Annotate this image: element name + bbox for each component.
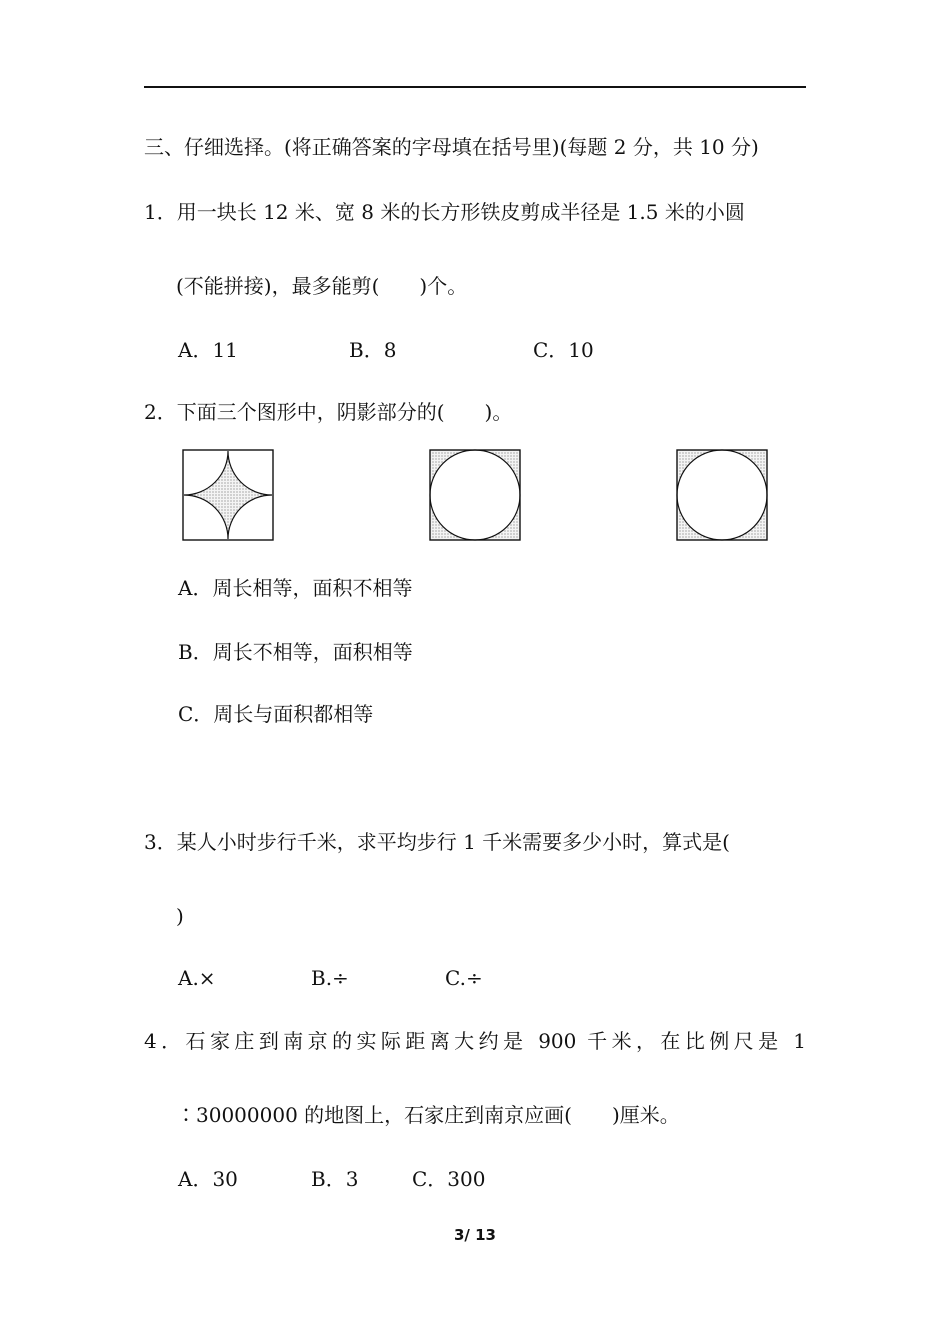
question-4-option-c: C．300 <box>412 1167 486 1191</box>
question-4-option-a: A．30 <box>178 1167 238 1191</box>
page-number: 3/ 13 <box>453 1226 496 1244</box>
question-4-option-b: B．3 <box>311 1167 359 1191</box>
figure-two-semicircles <box>429 449 521 541</box>
question-2-option-c: C．周长与面积都相等 <box>178 702 374 726</box>
question-2-option-a: A．周长相等，面积不相等 <box>178 576 413 600</box>
question-2-option-b: B．周长不相等，面积相等 <box>178 640 413 664</box>
figure-four-quarter-arcs <box>182 449 274 541</box>
question-1-line-1: 1．用一块长 12 米、宽 8 米的长方形铁皮剪成半径是 1.5 米的小圆 <box>144 200 745 224</box>
question-4-line-2: ∶30000000 的地图上，石家庄到南京应画( )厘米。 <box>176 1103 680 1127</box>
question-1-option-b: B．8 <box>349 338 397 362</box>
question-1-option-c: C．10 <box>533 338 594 362</box>
question-3-option-b: B.÷ <box>311 966 349 990</box>
question-1-option-a: A．11 <box>178 338 238 362</box>
question-3-line-2: ) <box>176 904 184 928</box>
question-3-line-1: 3．某人小时步行千米，求平均步行 1 千米需要多少小时，算式是( <box>144 830 730 854</box>
question-3-option-a: A.× <box>178 966 216 990</box>
question-2-line-1: 2．下面三个图形中，阴影部分的( )。 <box>144 400 513 424</box>
question-3-option-c: C.÷ <box>445 966 483 990</box>
figure-inscribed-circle <box>676 449 768 541</box>
question-1-line-2: (不能拼接)，最多能剪( )个。 <box>176 274 468 298</box>
header-rule <box>144 86 806 88</box>
section-heading: 三、仔细选择。(将正确答案的字母填在括号里)(每题 2 分，共 10 分) <box>144 135 759 159</box>
question-4-line-1: 4．石家庄到南京的实际距离大约是 900 千米，在比例尺是 1 <box>144 1029 806 1053</box>
